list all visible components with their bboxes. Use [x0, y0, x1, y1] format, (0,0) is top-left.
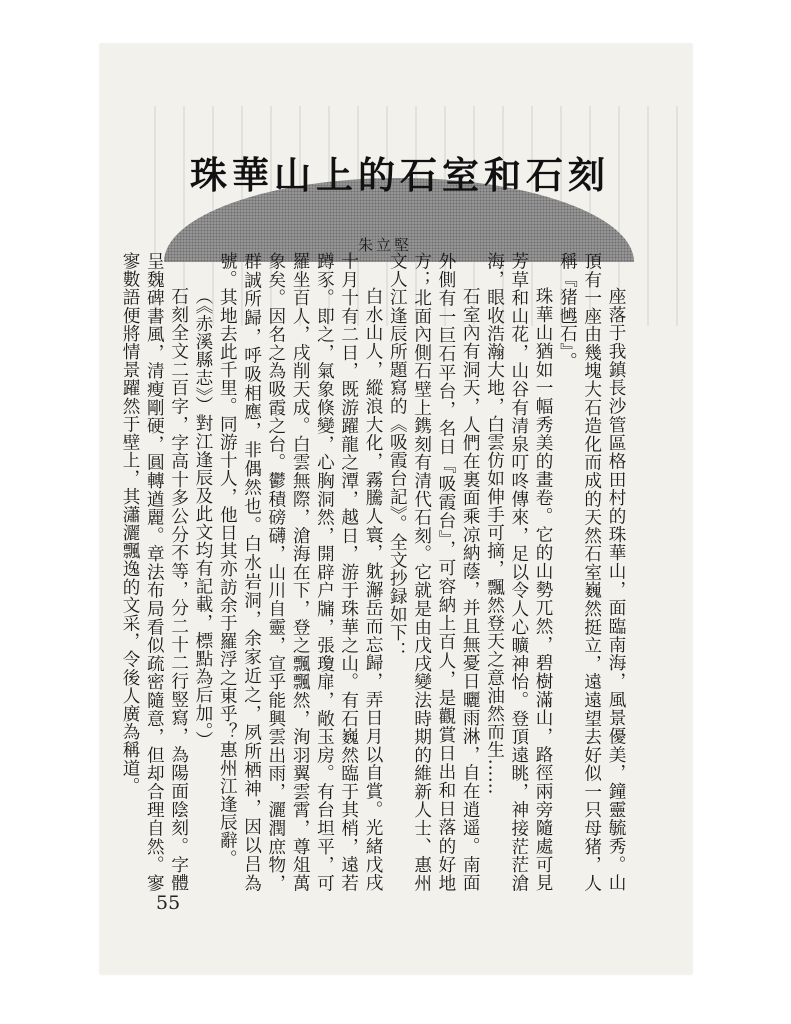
article-title: 珠華山上的石室和石刻 [190, 154, 610, 197]
paragraph-closing: 石刻全文二百字，字高十多公分不等，分二十二行竪寫，為陽面陰刻。字體呈魏碑書風，清瘦剛硬，圓轉遒麗。章法布局看似疏密隨意，但却合理自然。寥寥數語便將情景躍然于壁上，其瀟灑飄逸的文采，令後人廣為稱道。 [120, 252, 189, 892]
paragraph-intro: 座落于我鎮長沙管區格田村的珠華山，面臨南海，風景優美，鐘靈毓秀。山頂有一座由幾塊大石造化而成的天然石室巍然挺立，遠遠望去好似一只母猪，人稱『猪乸石』。 [557, 252, 626, 892]
paragraph-stone-room: 石室內有洞天，人們在裏面乘凉納蔭，并且無憂日曬雨淋，自在逍遥。南面外側有一巨石平台，名日『吸霞台』，可容納上百人，是觀賞日出和日落的好地方；北面內側石壁上鎸刻有清代石刻。它就是由戊戌變法時期的維新人士、惠州文人江逢辰所題寫的《吸霞台記》。全文抄録如下： [387, 252, 481, 892]
quote-note: （《赤溪縣志》）對江逢辰及此文均有記載，標點為后加。） [192, 287, 213, 750]
article-body [120, 252, 628, 892]
article-author: 朱立堅 [358, 236, 413, 254]
quote-inscription: 白水山人，縱浪大化，霧騰人寰，躭澥岳而忘歸，弄日月以自賞。光緒戊戌十月十有二日，既游躍龍之潭，越日，游于珠華之山。有石巍然臨于其梢，遠若蹲豕。即之，氣象倏變，心胸洞然，開辟户牖，張瓊扉，敞玉房。有台坦平，可羅坐百人，戌削天成。白雲無際，滄海在下，登之飄飄然，洵羽翼雲霄，尊俎萬象矣。因名之為吸霞之台。鬱積磅礴，山川自靈，宣乎能興雲出雨，灑潤庶物，群誠所歸，呼吸相應，非偶然也。白水岩洞，余家近之，夙所栖神，因以吕為號。其地去此千里。同游十人，他日其亦訪余于羅浮之東乎？惠州江逢辰辭。 [217, 252, 384, 892]
page-number: 55 [156, 892, 181, 914]
book-page [100, 44, 692, 974]
paragraph-scenery: 珠華山猶如一幅秀美的畫卷。它的山勢兀然，碧樹滿山，路徑兩旁隨處可見芳草和山花，山谷有清泉叮咚傳來，足以令人心曠神怡。登頂遠眺，神接茫茫滄海，眼收浩瀚大地，白雲仿如伸手可摘，飄然登天之意油然而生…… [484, 252, 554, 892]
